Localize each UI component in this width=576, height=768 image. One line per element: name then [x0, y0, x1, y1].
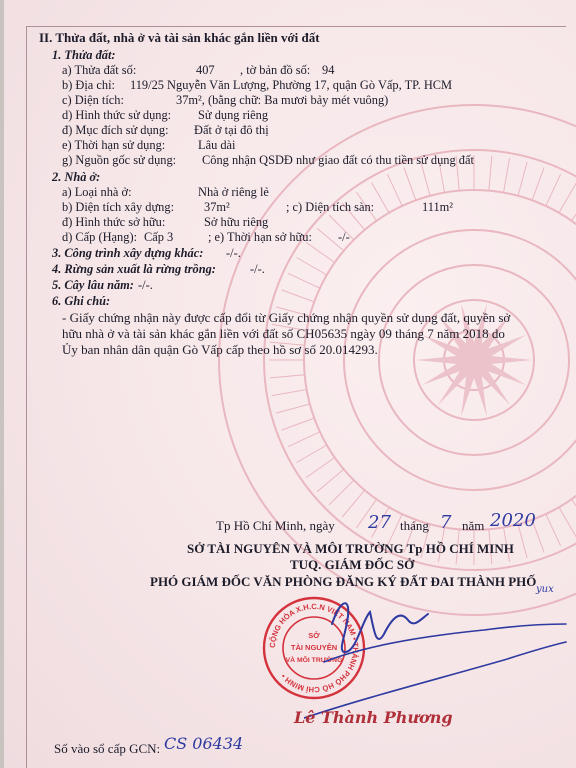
drum-tick: [276, 404, 310, 413]
date-month: 7: [440, 512, 452, 533]
registry-label: Số vào sổ cấp GCN:: [54, 741, 161, 756]
ownership-form-value: Sở hữu riêng: [204, 215, 269, 229]
drum-tick: [288, 432, 320, 447]
date-year-label: năm: [462, 518, 485, 533]
house-type-value: Nhà ở riêng lẻ: [198, 185, 269, 199]
house-heading: 2. Nhà ở:: [52, 170, 101, 184]
drum-tick: [297, 445, 327, 463]
drum-tick: [504, 158, 510, 193]
drum-tick: [404, 167, 416, 200]
drum-tick: [329, 480, 354, 505]
build-area-label: b) Diện tích xây dựng:: [62, 200, 175, 214]
drum-tick: [272, 390, 307, 396]
drum-tick: [317, 469, 344, 492]
date-year: 2020: [490, 510, 536, 531]
grade-label: d) Cấp (Hạng):: [62, 230, 138, 244]
frame-top-border: [26, 26, 566, 27]
map-sheet-value: 94: [322, 63, 335, 77]
address-value: 119/25 Nguyễn Văn Lượng, Phường 17, quận Gò Vấp, TP. HCM: [130, 78, 453, 92]
purpose-value: Đất ở tại đô thị: [194, 123, 269, 137]
frame-left-border: [26, 26, 27, 768]
parcel-number-value: 407: [196, 63, 215, 77]
registry-number: CS 06434: [164, 734, 244, 753]
usage-form-value: Sử dụng riêng: [198, 108, 269, 122]
date-place-label: Tp Hồ Chí Minh, ngày: [216, 518, 335, 533]
origin-value: Công nhận QSDĐ như giao đất có thu tiền sử dụng đất: [202, 153, 474, 167]
drum-tick: [306, 242, 335, 262]
drum-tick: [288, 273, 320, 288]
notes-label: 6. Ghi chú:: [52, 294, 111, 308]
signer-name: Lê Thành Phương: [294, 708, 453, 727]
drum-tick: [546, 514, 561, 546]
drum-tick: [270, 375, 305, 378]
map-sheet-label: , tờ bản đồ số:: [240, 63, 311, 77]
parcel-number-label: a) Thửa đất số:: [62, 63, 137, 77]
seal-ring-text: CỘNG HÒA X.H.C.N VIỆT NAM • THÀNH PHỐ HỒ CHÍ MINH •: [267, 601, 361, 695]
grade-value: Cấp 3: [144, 230, 174, 244]
drum-tick: [281, 418, 314, 430]
house-type-label: a) Loại nhà ở:: [62, 185, 132, 199]
address-label: b) Địa chỉ:: [62, 78, 115, 92]
drum-tick: [572, 499, 576, 528]
notes-line-3: Ủy ban nhân dân quận Gò Vấp cấp theo hồ sơ số 20.014293.: [62, 342, 378, 357]
certificate-page: [4, 0, 576, 768]
notes-line-1: - Giấy chứng nhận này được cấp đổi từ Giấy chứng nhận quyền sử dụng đất, quyền sở: [62, 310, 511, 325]
authority-line-2: TUQ. GIÁM ĐỐC SỞ: [290, 557, 415, 572]
notes-line-2: hữu nhà ở và tài sản khác gắn liền với đất số CH05635 ngày 09 tháng 7 năm 2018 do: [62, 326, 505, 341]
drum-tick: [306, 458, 335, 478]
land-area-label: c) Diện tích:: [62, 93, 124, 107]
perennial-label: 5. Cây lâu năm:: [52, 278, 134, 292]
build-area-value: 37m²: [204, 200, 230, 214]
drum-tick: [518, 162, 527, 196]
seal-center-line-1: SỞ: [308, 631, 320, 640]
date-month-label: tháng: [400, 518, 429, 533]
seal-center-line-2: TÀI NGUYÊN: [290, 643, 338, 652]
ownership-term-label: ; e) Thời hạn sở hữu:: [208, 230, 312, 244]
land-area-value: 37m², (bằng chữ: Ba mươi bảy mét vuông): [176, 93, 389, 107]
ownership-form-label: đ) Hình thức sở hữu:: [62, 215, 166, 229]
drum-tick: [559, 183, 576, 213]
drum-tick: [489, 156, 492, 191]
perennial-value: -/-.: [138, 278, 153, 292]
drum-tick: [559, 507, 576, 537]
drum-tick: [281, 290, 314, 302]
floor-area-label: ; c) Diện tích sàn:: [286, 200, 375, 214]
drum-tick: [387, 174, 402, 206]
forest-value: -/-.: [250, 262, 265, 276]
seal-center-line-3: VÀ MÔI TRƯỜNG: [285, 657, 343, 664]
drum-tick: [532, 167, 544, 200]
purpose-label: đ) Mục đích sử dụng:: [62, 123, 169, 137]
drum-tick: [372, 183, 390, 213]
authority-line-3: PHÓ GIÁM ĐỐC VĂN PHÒNG ĐĂNG KÝ ĐẤT ĐAI THÀNH PHỐ: [150, 574, 537, 589]
section-title: II. Thửa đất, nhà ở và tài sản khác gắn liền với đất: [39, 30, 320, 45]
floor-area-value: 111m²: [422, 200, 454, 214]
other-works-value: -/-.: [226, 246, 241, 260]
forest-label: 4. Rừng sản xuất là rừng trồng:: [52, 262, 216, 276]
other-works-label: 3. Công trình xây dựng khác:: [52, 246, 204, 260]
use-term-label: e) Thời hạn sử dụng:: [62, 138, 166, 152]
ownership-term-value: -/-: [338, 230, 350, 244]
initials: yux: [536, 584, 554, 595]
drum-tick: [546, 174, 561, 206]
date-day: 27: [368, 512, 391, 533]
usage-form-label: d) Hình thức sử dụng:: [62, 108, 172, 122]
use-term-value: Lâu dài: [198, 138, 236, 152]
drum-tick: [342, 490, 365, 517]
drum-tick: [297, 258, 327, 276]
drum-tick: [421, 162, 430, 196]
authority-line-1: SỞ TÀI NGUYÊN VÀ MÔI TRƯỜNG Tp HỒ CHÍ MINH: [187, 541, 514, 556]
drum-tick: [572, 192, 576, 221]
origin-label: g) Nguồn gốc sử dụng:: [62, 153, 177, 167]
land-heading: 1. Thửa đất:: [52, 48, 116, 62]
